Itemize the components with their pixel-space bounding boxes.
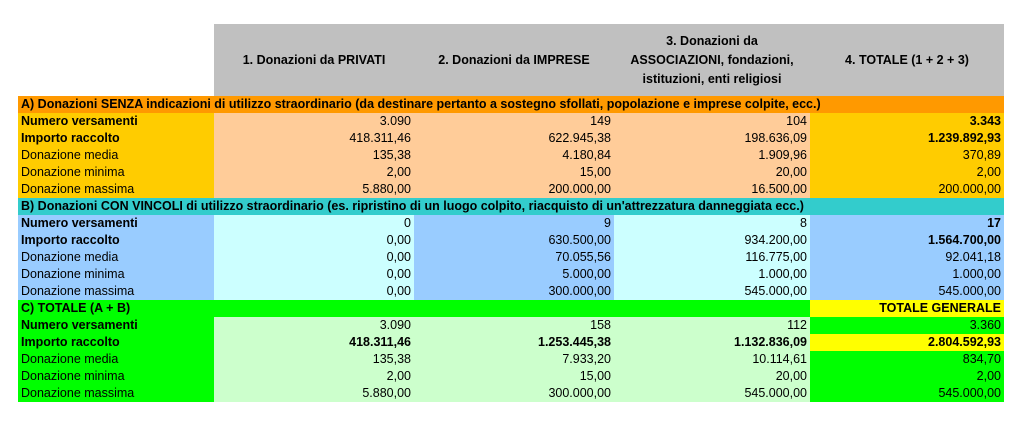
cell-associazioni: 16.500,00: [614, 181, 810, 198]
cell-privati: 0,00: [214, 266, 414, 283]
cell-totale: 92.041,18: [810, 249, 1004, 266]
cell-privati: 2,00: [214, 164, 414, 181]
cell-privati: 3.090: [214, 317, 414, 334]
cell-imprese: 622.945,38: [414, 130, 614, 147]
cell-privati: 0: [214, 215, 414, 232]
cell-associazioni: 20,00: [614, 368, 810, 385]
table-row: [18, 181, 1004, 198]
totale-generale-label: TOTALE GENERALE: [810, 300, 1004, 317]
row-label: Donazione minima: [18, 164, 214, 181]
cell-imprese: 630.500,00: [414, 232, 614, 249]
table-row: [18, 215, 1004, 232]
cell-privati: 135,38: [214, 351, 414, 368]
cell-totale: 2,00: [810, 164, 1004, 181]
table-row: [18, 232, 1004, 249]
cell-imprese: 300.000,00: [414, 283, 614, 300]
cell-totale: 3.360: [810, 317, 1004, 334]
cell-totale: 1.239.892,93: [810, 130, 1004, 147]
cell-associazioni: 104: [614, 113, 810, 130]
row-label: Donazione massima: [18, 283, 214, 300]
table-row: [18, 113, 1004, 130]
cell-totale: 2,00: [810, 368, 1004, 385]
cell-totale: 3.343: [810, 113, 1004, 130]
table-row: [18, 368, 1004, 385]
table-row: [18, 334, 1004, 351]
row-label: Importo raccolto: [18, 232, 214, 249]
cell-privati: 418.311,46: [214, 130, 414, 147]
cell-totale: 545.000,00: [810, 283, 1004, 300]
cell-totale-generale: 2.804.592,93: [810, 334, 1004, 351]
cell-privati: 3.090: [214, 113, 414, 130]
header-corner: [18, 24, 214, 96]
cell-imprese: 1.253.445,38: [414, 334, 614, 351]
cell-totale: 200.000,00: [810, 181, 1004, 198]
header-totale: 4. TOTALE (1 + 2 + 3): [810, 24, 1004, 96]
cell-associazioni: 545.000,00: [614, 283, 810, 300]
row-label: Donazione massima: [18, 181, 214, 198]
header-imprese: 2. Donazioni da IMPRESE: [414, 24, 614, 96]
cell-privati: 5.880,00: [214, 385, 414, 402]
donations-table: [18, 24, 1004, 402]
header-row: [18, 24, 1004, 96]
table-row: [18, 283, 1004, 300]
row-label: Donazione media: [18, 249, 214, 266]
cell-imprese: 15,00: [414, 164, 614, 181]
cell-privati: 5.880,00: [214, 181, 414, 198]
row-label: Donazione massima: [18, 385, 214, 402]
row-label: Donazione media: [18, 351, 214, 368]
section-c-title: C) TOTALE (A + B): [18, 300, 810, 317]
table-row: [18, 249, 1004, 266]
cell-privati: 0,00: [214, 232, 414, 249]
cell-associazioni: 116.775,00: [614, 249, 810, 266]
cell-imprese: 149: [414, 113, 614, 130]
cell-privati: 2,00: [214, 368, 414, 385]
cell-imprese: 4.180,84: [414, 147, 614, 164]
cell-privati: 418.311,46: [214, 334, 414, 351]
row-label: Donazione media: [18, 147, 214, 164]
row-label: Donazione minima: [18, 266, 214, 283]
cell-associazioni: 934.200,00: [614, 232, 810, 249]
cell-associazioni: 1.909,96: [614, 147, 810, 164]
cell-associazioni: 1.000,00: [614, 266, 810, 283]
cell-associazioni: 1.132.836,09: [614, 334, 810, 351]
table-row: [18, 385, 1004, 402]
row-label: Donazione minima: [18, 368, 214, 385]
cell-imprese: 158: [414, 317, 614, 334]
section-c-title-row: [18, 300, 1004, 317]
row-label: Numero versamenti: [18, 215, 214, 232]
section-b-title-row: [18, 198, 1004, 215]
row-label: Importo raccolto: [18, 130, 214, 147]
cell-imprese: 15,00: [414, 368, 614, 385]
table-row: [18, 266, 1004, 283]
cell-associazioni: 198.636,09: [614, 130, 810, 147]
cell-imprese: 9: [414, 215, 614, 232]
cell-totale: 545.000,00: [810, 385, 1004, 402]
cell-associazioni: 8: [614, 215, 810, 232]
cell-totale: 1.000,00: [810, 266, 1004, 283]
cell-imprese: 200.000,00: [414, 181, 614, 198]
cell-associazioni: 10.114,61: [614, 351, 810, 368]
table-row: [18, 147, 1004, 164]
cell-privati: 135,38: [214, 147, 414, 164]
cell-imprese: 7.933,20: [414, 351, 614, 368]
cell-totale: 370,89: [810, 147, 1004, 164]
section-a-title: A) Donazioni SENZA indicazioni di utilizzo straordinario (da destinare pertanto a sostegno sfollati, popolazione e imprese colpite, ecc.): [18, 96, 1004, 113]
table-row: [18, 164, 1004, 181]
cell-imprese: 70.055,56: [414, 249, 614, 266]
row-label: Numero versamenti: [18, 113, 214, 130]
table-row: [18, 130, 1004, 147]
cell-imprese: 5.000,00: [414, 266, 614, 283]
row-label: Numero versamenti: [18, 317, 214, 334]
table-row: [18, 317, 1004, 334]
row-label: Importo raccolto: [18, 334, 214, 351]
cell-totale: 1.564.700,00: [810, 232, 1004, 249]
section-a-title-row: [18, 96, 1004, 113]
cell-associazioni: 20,00: [614, 164, 810, 181]
header-privati: 1. Donazioni da PRIVATI: [214, 24, 414, 96]
cell-imprese: 300.000,00: [414, 385, 614, 402]
cell-privati: 0,00: [214, 283, 414, 300]
header-associazioni: 3. Donazioni da ASSOCIAZIONI, fondazioni, istituzioni, enti religiosi: [614, 24, 810, 96]
table-row: [18, 351, 1004, 368]
cell-totale: 17: [810, 215, 1004, 232]
cell-totale: 834,70: [810, 351, 1004, 368]
cell-associazioni: 545.000,00: [614, 385, 810, 402]
cell-privati: 0,00: [214, 249, 414, 266]
section-b-title: B) Donazioni CON VINCOLI di utilizzo straordinario (es. ripristino di un luogo colpito, riacquisto di un'attrezzatura danneggiata ecc.): [18, 198, 1004, 215]
cell-associazioni: 112: [614, 317, 810, 334]
